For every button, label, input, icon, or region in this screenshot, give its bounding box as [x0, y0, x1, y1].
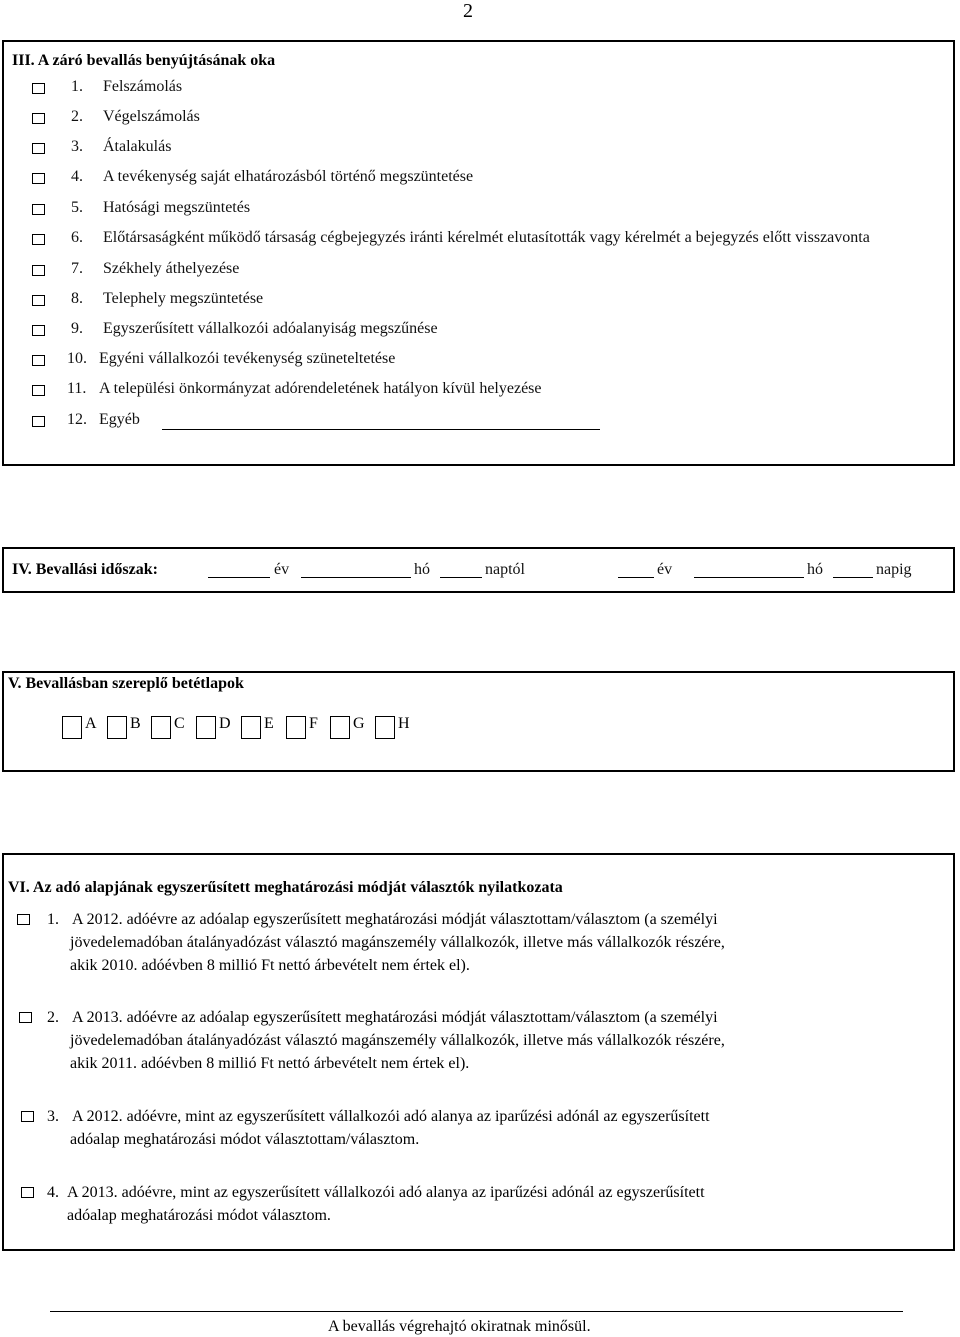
to-day-label: napig — [876, 561, 912, 578]
closing-reason-item — [4, 350, 944, 372]
checkbox[interactable] — [32, 234, 45, 245]
item-number: 12. — [67, 411, 87, 428]
checkbox[interactable] — [32, 113, 45, 124]
section-5-title: V. Bevallásban szereplő betétlapok — [8, 675, 244, 692]
from-day-label: naptól — [485, 561, 525, 578]
attachment-checkbox[interactable] — [151, 716, 171, 739]
item-number: 1. — [47, 911, 59, 928]
period-from-day-blank[interactable] — [440, 577, 482, 578]
page-number: 2 — [463, 0, 473, 22]
checkbox[interactable] — [32, 295, 45, 306]
attachment-letter: C — [174, 715, 185, 732]
item-label: A tevékenység saját elhatározásból történő megszüntetése — [103, 168, 474, 185]
attachment-checkbox[interactable] — [330, 716, 350, 739]
signature-line — [50, 1311, 903, 1312]
attachment-checkbox[interactable] — [107, 716, 127, 739]
section-attachments — [2, 671, 955, 772]
year-label-2: év — [657, 561, 673, 578]
item-number: 3. — [71, 138, 83, 155]
attachment-checkbox[interactable] — [375, 716, 395, 739]
checkbox[interactable] — [21, 1111, 34, 1122]
item-number: 5. — [71, 199, 83, 216]
closing-reason-item — [4, 168, 944, 190]
other-reason-blank[interactable] — [162, 429, 600, 430]
item-label: Székhely áthelyezése — [103, 260, 240, 277]
attachment-letter: H — [398, 715, 410, 732]
closing-reason-item — [4, 138, 944, 160]
item-number: 9. — [71, 320, 83, 337]
item-number: 1. — [71, 78, 83, 95]
section-6-title: VI. Az adó alapjának egyszerűsített meghatározási módját választók nyilatkozata — [8, 879, 563, 896]
item-label: Egyéni vállalkozói tevékenység szüneteltetése — [99, 350, 396, 367]
item-number: 2. — [71, 108, 83, 125]
item-number: 11. — [67, 380, 87, 397]
section-3-title: III. A záró bevallás benyújtásának oka — [12, 52, 276, 69]
period-to-day-blank[interactable] — [833, 577, 873, 578]
checkbox[interactable] — [32, 325, 45, 336]
item-label: Hatósági megszüntetés — [103, 199, 251, 216]
declaration-text-line: A 2013. adóévre az adóalap egyszerűsített meghatározási módját választottam/választom (a személyi — [72, 1009, 718, 1026]
checkbox[interactable] — [32, 143, 45, 154]
section-period — [2, 547, 955, 593]
checkbox[interactable] — [32, 265, 45, 276]
declaration-text-line: A 2012. adóévre, mint az egyszerűsített vállalkozói adó alanya az iparűzési adónál az egyszerűsített — [72, 1108, 710, 1125]
attachment-letter: D — [219, 715, 231, 732]
attachment-checkbox[interactable] — [196, 716, 216, 739]
attachment-letter: G — [353, 715, 365, 732]
declaration-text-line: akik 2011. adóévben 8 millió Ft nettó árbevételt nem értek el). — [70, 1055, 470, 1072]
checkbox[interactable] — [32, 385, 45, 396]
item-label: Végelszámolás — [103, 108, 200, 125]
closing-reason-item — [4, 229, 944, 251]
closing-reason-item — [4, 260, 944, 282]
period-from-year-blank[interactable] — [208, 577, 270, 578]
declaration-text-line: akik 2010. adóévben 8 millió Ft nettó árbevételt nem értek el). — [70, 957, 470, 974]
closing-reason-item — [4, 78, 944, 100]
section-4-title: IV. Bevallási időszak: — [12, 561, 158, 578]
item-number: 4. — [71, 168, 83, 185]
declaration-text-line: adóalap meghatározási módot választottam/választom. — [70, 1131, 420, 1148]
item-number: 7. — [71, 260, 83, 277]
item-number: 6. — [71, 229, 83, 246]
checkbox[interactable] — [21, 1187, 34, 1198]
closing-reason-item — [4, 290, 944, 312]
item-number: 3. — [47, 1108, 59, 1125]
item-label: Átalakulás — [103, 138, 172, 155]
item-label: Telephely megszüntetése — [103, 290, 264, 307]
item-label: Egyszerűsített vállalkozói adóalanyiság megszűnése — [103, 320, 438, 337]
section-simplified-declaration — [2, 853, 955, 1251]
declaration-text-line: A 2012. adóévre az adóalap egyszerűsített meghatározási módját választottam/választom (a személyi — [72, 911, 718, 928]
closing-reason-item — [4, 199, 944, 221]
attachment-letter: A — [85, 715, 97, 732]
checkbox[interactable] — [32, 355, 45, 366]
attachment-checkbox[interactable] — [286, 716, 306, 739]
section-closing-reason — [2, 40, 955, 466]
month-label-1: hó — [414, 561, 430, 578]
checkbox[interactable] — [17, 914, 30, 925]
attachment-checkbox[interactable] — [241, 716, 261, 739]
item-label: A települési önkormányzat adórendeletének hatályon kívül helyezése — [99, 380, 542, 397]
checkbox[interactable] — [32, 173, 45, 184]
attachment-letter: B — [130, 715, 141, 732]
item-label: Felszámolás — [103, 78, 183, 95]
period-to-month-blank[interactable] — [694, 577, 804, 578]
declaration-text-line: A 2013. adóévre, mint az egyszerűsített vállalkozói adó alanya az iparűzési adónál az egyszerűsített — [67, 1184, 705, 1201]
item-number: 8. — [71, 290, 83, 307]
closing-reason-item — [4, 108, 944, 130]
checkbox[interactable] — [32, 83, 45, 94]
closing-reason-item — [4, 320, 944, 342]
attachment-letter: E — [264, 715, 274, 732]
declaration-text-line: adóalap meghatározási módot választom. — [67, 1207, 331, 1224]
item-label: Előtársaságként működő társaság cégbejegyzés iránti kérelmét elutasították vagy kérelmét a bejegyzés előtt visszavonta — [103, 229, 870, 246]
item-label: Egyéb — [99, 411, 140, 428]
footer-note: A bevallás végrehajtó okiratnak minősül. — [328, 1318, 591, 1335]
month-label-2: hó — [807, 561, 823, 578]
item-number: 10. — [67, 350, 87, 367]
closing-reason-item — [4, 380, 944, 402]
period-to-year-blank[interactable] — [618, 577, 654, 578]
item-number: 2. — [47, 1009, 59, 1026]
attachment-letter: F — [309, 715, 318, 732]
declaration-text-line: jövedelemadóban átalányadózást választó magánszemély vállalkozók, illetve más vállalkozók részére, — [70, 1032, 725, 1049]
item-number: 4. — [47, 1184, 59, 1201]
period-from-month-blank[interactable] — [301, 577, 411, 578]
year-label-1: év — [274, 561, 290, 578]
checkbox[interactable] — [32, 204, 45, 215]
attachment-checkbox[interactable] — [62, 716, 82, 739]
declaration-text-line: jövedelemadóban átalányadózást választó magánszemély vállalkozók, illetve más vállalkozók részére, — [70, 934, 725, 951]
checkbox[interactable] — [32, 416, 45, 427]
checkbox[interactable] — [19, 1012, 32, 1023]
